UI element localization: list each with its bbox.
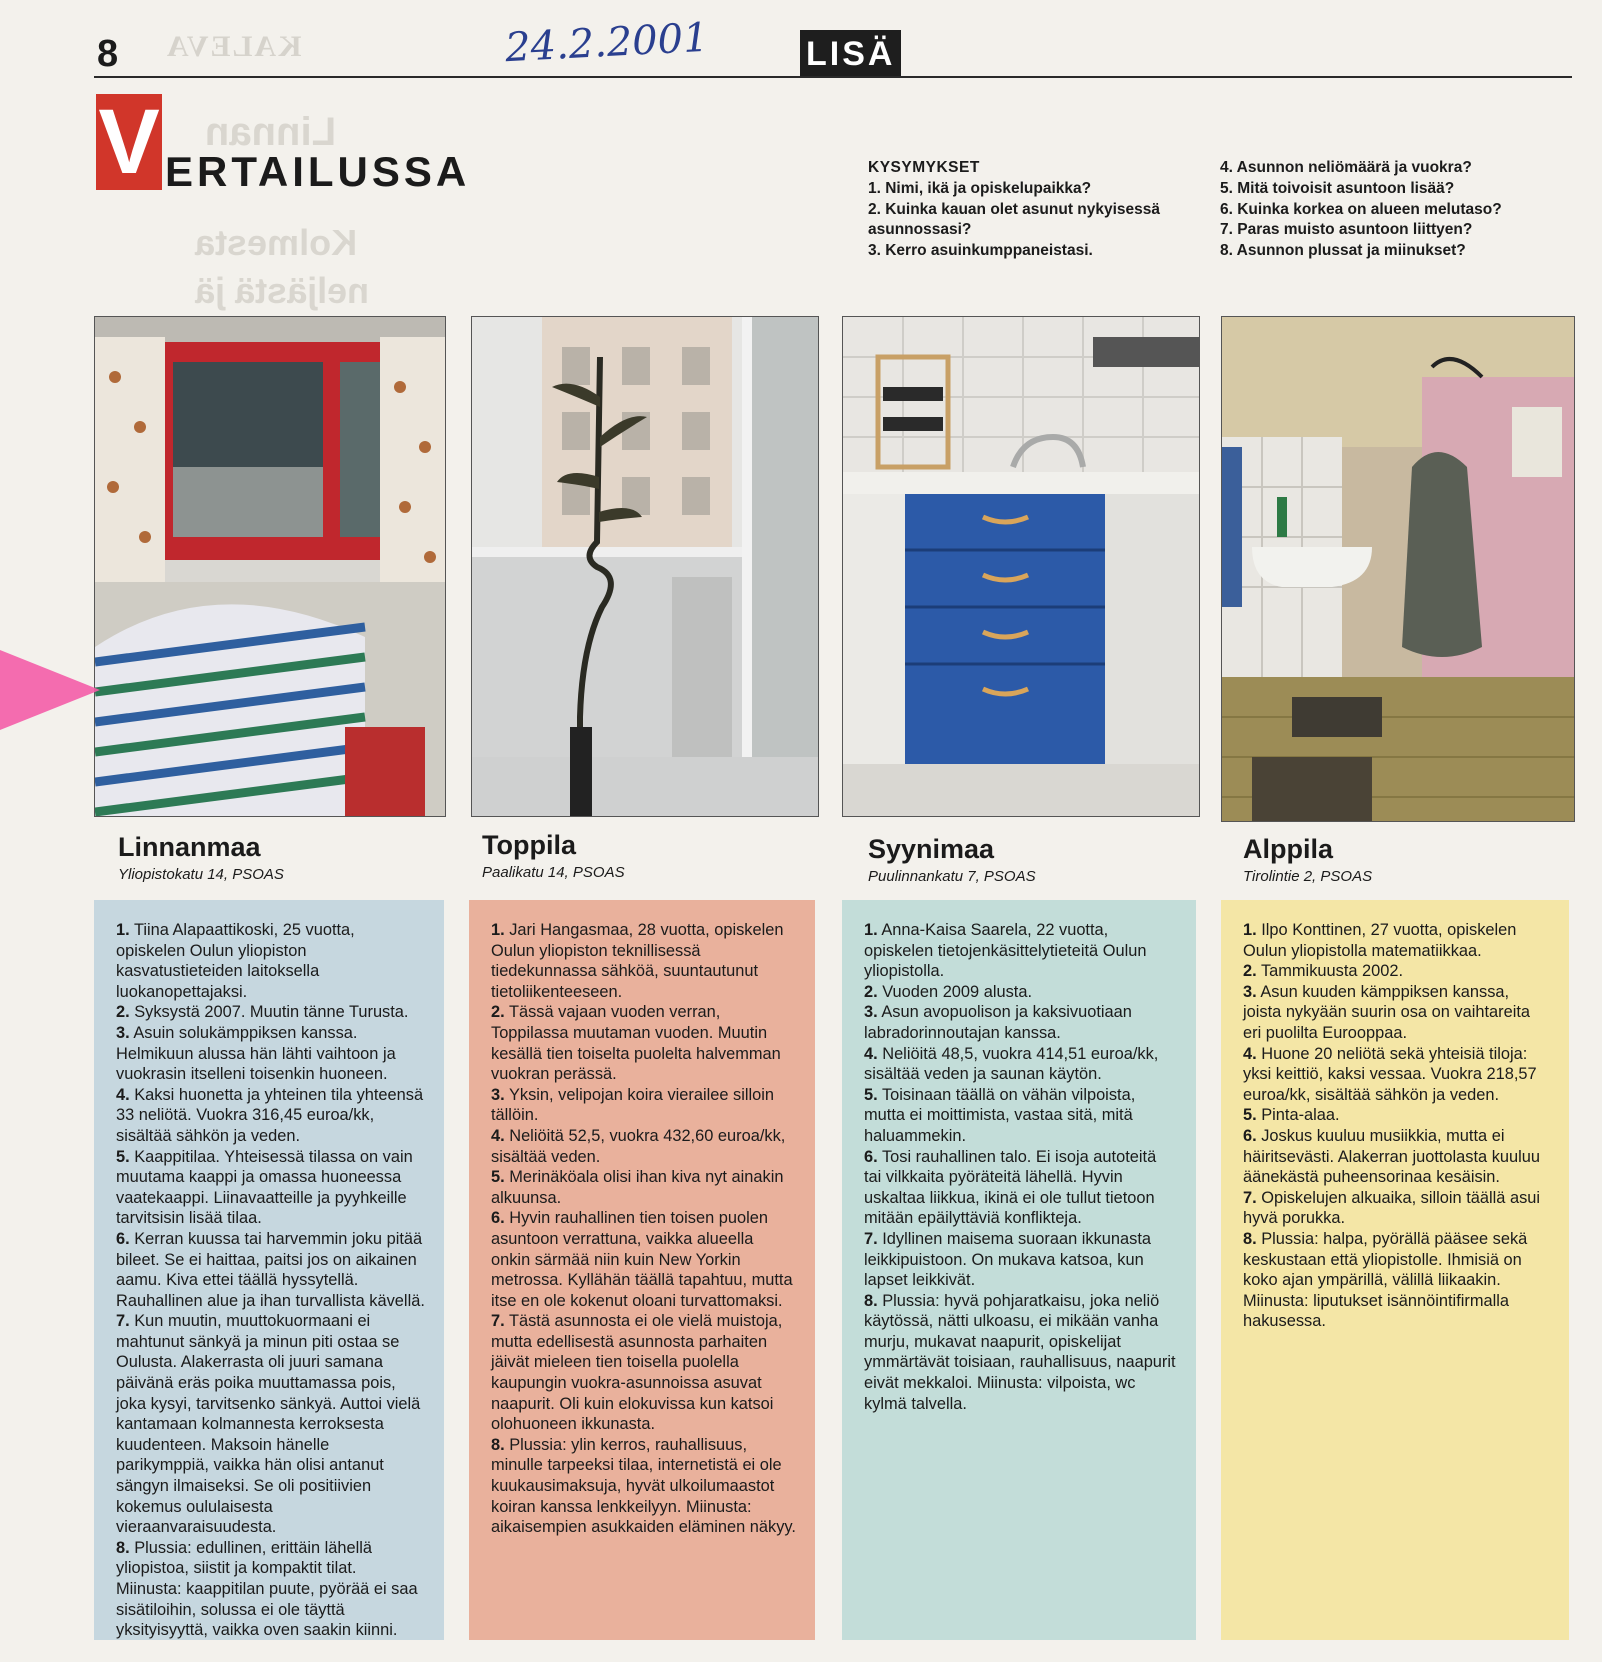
answer-item: 2. Vuoden 2009 alusta. (864, 982, 1032, 1001)
answer-item: 5. Toisinaan täällä on vähän vilpoista, mutta ei moittimista, vastaa sitä, mitä haluammekin. (864, 1085, 1136, 1145)
column-address-syynimaa: Puulinnankatu 7, PSOAS (868, 868, 1036, 885)
answers-box-toppila (469, 900, 815, 1640)
title-initial: V (96, 94, 162, 190)
questions-left (868, 158, 1198, 262)
photo-linnanmaa-bedroom (94, 316, 446, 817)
question-item: asunnossasi? (868, 221, 972, 239)
answer-item: 2. Syksystä 2007. Muutin tänne Turusta. (116, 1003, 409, 1022)
answer-item: 3. Asun kuuden kämppiksen kanssa, joista nykyään suurin osa on vaihtareita eri puolilta Eurooppaa. (1243, 982, 1531, 1042)
answer-item: 7. Tästä asunnosta ei ole vielä muistoja, mutta edellisestä asunnosta parhaiten jäivät mieleen tien toisella puolella kaupungin vuokra-asunnoissa asuvat naapurit. Oli kuin elokuvissa kun katsoi olohuoneen ikkunasta. (491, 1312, 783, 1434)
title-rest: ERTAILUSSA (165, 148, 471, 195)
column-title-linnanmaa: Linnanmaa (118, 832, 261, 862)
question-item: 8. Asunnon plussat ja miinukset? (1220, 242, 1466, 260)
answer-item: 1. Jari Hangasmaa, 28 vuotta, opiskelen Oulun yliopiston teknillisessä tiedekunnassa sähköä, suuntautunut tietoliikenteeseen. (491, 921, 784, 1001)
answer-item: 8. Plussia: edullinen, erittäin lähellä yliopistoa, siistit ja kompaktit tilat. Miinusta: kaappitilan puute, pyörää ei saa sisätiloihin, solussa ei ole täyttä yksityisyyttä, vaikka oven saakin kiinni. (116, 1538, 418, 1640)
answer-item: 3. Asun avopuolison ja kaksivuotiaan labradorinnoutajan kanssa. (864, 1003, 1132, 1042)
answer-item: 6. Joskus kuuluu musiikkia, mutta ei häiritsevästi. Alakerran juottolasta kuuluu äänekästä puheensorinaa kesäisin. (1243, 1126, 1541, 1187)
answer-item: 5. Kaappitilaa. Yhteisessä tilassa on vain muutama kaappi ja omassa huoneessa vaatekaappi. Liinavaatteille ja pyyhkeille tarvitsisin lisää tilaa. (116, 1147, 413, 1228)
question-item: 6. Kuinka korkea on alueen melutaso? (1220, 200, 1502, 218)
header-rule (94, 76, 1572, 78)
answers-box-syynimaa (842, 900, 1196, 1640)
question-item: 2. Kuinka kauan olet asunut nykyisessä (868, 200, 1161, 218)
answers-box-alppila (1221, 900, 1569, 1640)
answer-item: 6. Tosi rauhallinen talo. Ei isoja autoteitä tai vilkkaita pyöräteitä lähellä. Hyvin uskaltaa liikkua, ikinä ei ole tullut tietoon mitään epäilyttäviä konflikteja. (864, 1147, 1157, 1228)
column-address-alppila: Tirolintie 2, PSOAS (1243, 868, 1373, 885)
bleed-through-text: Linnan (205, 110, 337, 154)
column-title-syynimaa: Syynimaa (868, 834, 995, 864)
answer-item: 6. Kerran kuussa tai harvemmin joku pitää bileet. Se ei haittaa, paitsi jos on aikainen aamu. Kiva ettei täällä hyssytellä. Rauhallinen alue ja ihan turvallista kävellä. (116, 1229, 425, 1310)
answer-item: 2. Tässä vajaan vuoden verran, Toppilassa muutaman vuoden. Muutin kesällä tien toiselta puolelta halvemman vuokran perässä. (491, 1003, 781, 1084)
answer-item: 2. Tammikuusta 2002. (1243, 962, 1404, 981)
answer-item: 1. Tiina Alapaattikoski, 25 vuotta, opiskelen Oulun yliopiston kasvatustieteiden laitoksella luokanopettajaksi. (116, 921, 355, 1001)
sticky-note-tab (0, 650, 100, 730)
answer-item: 8. Plussia: hyvä pohjaratkaisu, joka neliö käytössä, nätti ulkoasu, ei mikään vanha murju, mukavat naapurit, opiskelijat ymmärtävät toisiaan, rauhallisuus, naapurit eivät mekkaloi. Miinusta: vilpoista, wc kylmä talvella. (864, 1291, 1176, 1413)
column-address-toppila: Paalikatu 14, PSOAS (482, 864, 625, 881)
answer-item: 7. Kun muutin, muuttokuormaani ei mahtunut sänkyä ja minun piti ostaa se Oulusta. Alakerrasta oli juuri samana päivänä eräs poika muuttamassa pois, joka kysyi, tarvitsenko sänkyä. Auttoi vielä kantamaan kolmannesta kerroksesta kuudenteen. Maksoin hänelle parikymppiä, vaikka hän olisi antanut sängyn ilmaiseksi. Se oli positiivien kokemus oululaisesta vieraanvaraisuudesta. (116, 1312, 421, 1537)
answers-box-linnanmaa (94, 900, 444, 1640)
answer-item: 4. Neliöitä 52,5, vuokra 432,60 euroa/kk, sisältää veden. (491, 1126, 786, 1166)
answer-item: 8. Plussia: ylin kerros, rauhallisuus, minulle tarpeeksi tilaa, internetistä ei ole kuukausimaksuja, hyvät ulkoilumaastot koiran kanssa lenkkeilyyn. Miinusta: aikaisempien asukkaiden eläminen näkyy. (491, 1435, 796, 1537)
answer-item: 3. Yksin, velipojan koira vierailee silloin tällöin. (491, 1085, 775, 1125)
answer-item: 4. Huone 20 neliötä sekä yhteisiä tiloja: yksi keittiö, kaksi vessaa. Vuokra 218,57 euroa/kk, sisältää sähkön ja veden. (1243, 1044, 1537, 1104)
answer-item: 8. Plussia: halpa, pyörällä pääsee sekä keskustaan että yliopistolle. Ihmisiä on koko ajan ympärillä, välillä liikaakin. Miinusta: liputukset isännöintifirmalla hakusessa. (1243, 1229, 1528, 1331)
answer-item: 7. Opiskelujen alkuaika, silloin täällä asui hyvä porukka. (1243, 1188, 1541, 1228)
question-item: 1. Nimi, ikä ja opiskelupaikka? (868, 179, 1092, 197)
photo-syynimaa-kitchen (842, 316, 1200, 817)
handwritten-date: 24.2.2001 (503, 14, 710, 72)
page-number: 8 (97, 33, 119, 75)
bleed-through-masthead: KALEVA (165, 30, 302, 63)
section-logo: LISÄ (800, 30, 901, 76)
answer-item: 3. Asuin solukämppiksen kanssa. Helmikuun alussa hän lähti vaihtoon ja vuokrasin itselleni toisenkin huoneen. (116, 1023, 396, 1084)
column-title-alppila: Alppila (1243, 834, 1334, 864)
question-item: 5. Mitä toivoisit asuntoon lisää? (1220, 179, 1455, 197)
photo-toppila-plant (471, 316, 819, 817)
question-item: 4. Asunnon neliömäärä ja vuokra? (1220, 159, 1472, 176)
bleed-through-text: Kolmesta (195, 222, 358, 263)
question-item: 7. Paras muisto asuntoon liittyen? (1220, 221, 1473, 239)
answer-item: 5. Pinta-alaa. (1243, 1106, 1340, 1125)
answer-item: 5. Merinäköala olisi ihan kiva nyt ainakin alkuunsa. (491, 1168, 784, 1207)
answer-item: 4. Kaksi huonetta ja yhteinen tila yhteensä 33 neliötä. Vuokra 316,45 euroa/kk, sisältää sähkön ja veden. (116, 1085, 424, 1145)
questions-right (1220, 158, 1560, 262)
questions-heading: KYSYMYKSET (868, 159, 980, 176)
question-item: 3. Kerro asuinkumppaneistasi. (868, 242, 1093, 260)
answer-item: 7. Idyllinen maisema suoraan ikkunasta leikkipuistoon. On mukava katsoa, kun lapset leikkivät. (864, 1229, 1151, 1290)
answer-item: 1. Anna-Kaisa Saarela, 22 vuotta, opiskelen tietojenkäsittelytieteitä Oulun yliopistolla. (864, 921, 1147, 981)
answer-item: 1. Ilpo Konttinen, 27 vuotta, opiskelen Oulun yliopistolla matematiikkaa. (1243, 921, 1517, 960)
bleed-through-text: neljästä jä (195, 270, 370, 311)
answer-item: 6. Hyvin rauhallinen tien toisen puolen asuntoon verrattuna, vaikka alueella onkin särmää niin kuin New Yorkin metrossa. Kyllähän täällä tapahtuu, mutta itse en ole kokenut oloani turvattomaksi. (491, 1209, 793, 1310)
answer-item: 4. Neliöitä 48,5, vuokra 414,51 euroa/kk, sisältää veden ja saunan käytön. (864, 1044, 1159, 1084)
column-title-toppila: Toppila (482, 830, 576, 860)
photo-alppila-hallway (1221, 316, 1575, 822)
column-address-linnanmaa: Yliopistokatu 14, PSOAS (118, 866, 284, 883)
